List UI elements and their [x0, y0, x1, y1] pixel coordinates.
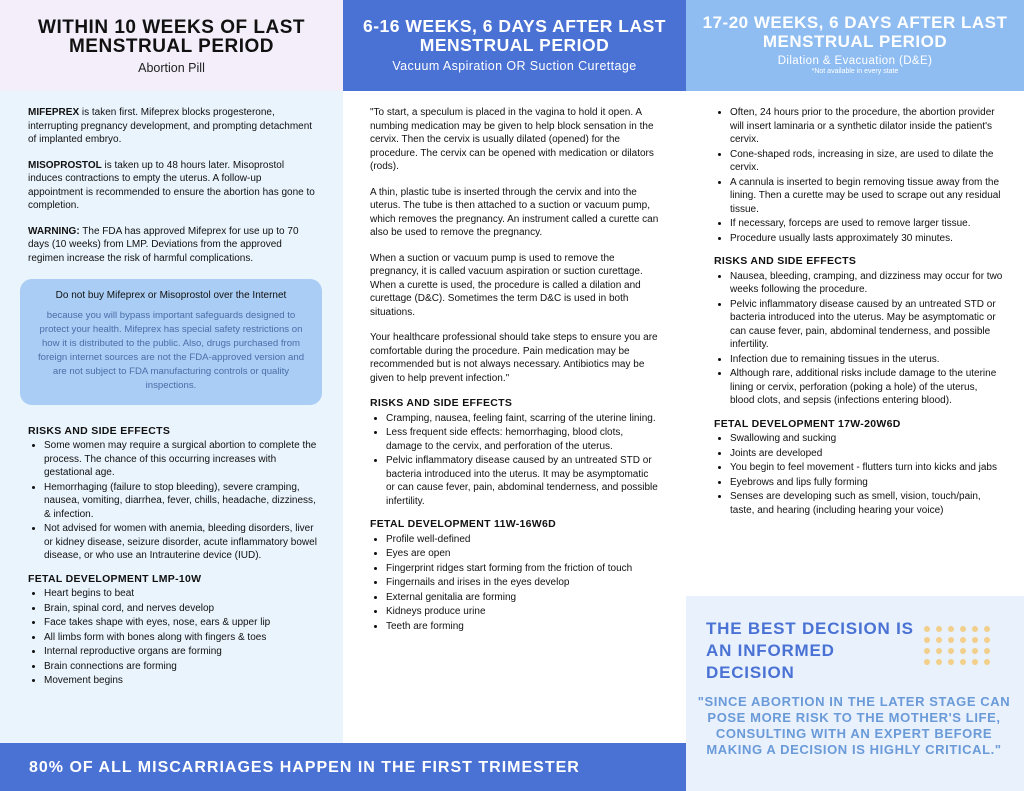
list-item: • All limbs form with bones along with fingers & toes	[44, 631, 317, 645]
list-item: • Infection due to remaining tissues in the uterus.	[730, 353, 1004, 367]
decorative-dot	[960, 659, 966, 665]
list-item: • A cannula is inserted to begin removing tissue away from the lining. Then a curette may be used to scrape out any residual tissue.	[730, 176, 1004, 217]
list-item: • You begin to feel movement - flutters turn into kicks and jabs	[730, 461, 1004, 475]
list-item: • Eyebrows and lips fully forming	[730, 476, 1004, 490]
fetal-list	[714, 432, 1004, 517]
list-item: • Internal reproductive organs are forming	[44, 645, 317, 659]
fetal-list	[28, 587, 317, 688]
list-item: • Teeth are forming	[386, 620, 660, 634]
paragraph: A thin, plastic tube is inserted through the cervix and into the uterus. The tube is then attached to a suction or vacuum pump, which removes the pregnancy. An instrument called a curette can also be used to remove the pregnancy.	[370, 186, 659, 238]
paragraph-warning	[28, 225, 317, 266]
decorative-dot	[960, 648, 966, 654]
list-item: • Eyes are open	[386, 547, 660, 561]
decorative-dot	[936, 637, 942, 643]
fetal-list	[370, 533, 660, 634]
column-subtitle: Vacuum Aspiration OR Suction Curettage	[392, 59, 637, 73]
list-item: • Pelvic inflammatory disease caused by an untreated STD or bacteria introduced into the uterus. It may be asymptomatic or can cause fever, pain, abdominal tenderness, and possible infertility.	[386, 454, 660, 508]
decorative-dot	[948, 637, 954, 643]
decorative-dot	[960, 626, 966, 632]
footer-banner: 80% OF ALL MISCARRIAGES HAPPEN IN THE FIRST TRIMESTER	[0, 743, 686, 791]
paragraph: When a suction or vacuum pump is used to remove the pregnancy, it is called vacuum aspiration or suction curettage. When a curette is used, the procedure is called a dilation and curettage (D&C). Sometimes the term D&C is used in both situations.	[370, 252, 643, 318]
decorative-dot	[936, 659, 942, 665]
list-item: • Joints are developed	[730, 447, 1004, 461]
decorative-dot	[972, 626, 978, 632]
decorative-dot	[984, 648, 990, 654]
decorative-dot	[972, 659, 978, 665]
list-item: • Procedure usually lasts approximately 30 minutes.	[730, 232, 1004, 246]
fetal-heading: FETAL DEVELOPMENT LMP-10W	[28, 572, 202, 585]
list-item: • Senses are developing such as smell, vision, touch/pain, taste, and hearing (including hearing your voice)	[730, 490, 1004, 517]
decorative-dot	[924, 648, 930, 654]
column-subtitle: Abortion Pill	[138, 61, 205, 75]
list-item: • Pelvic inflammatory disease caused by an untreated STD or bacteria introduced into the uterus. May be asymptomatic or can cause fever, pain, abdominal tenderness, and possible infertility.	[730, 298, 1004, 352]
decorative-dot	[972, 648, 978, 654]
list-item: • Often, 24 hours prior to the procedure, the abortion provider will insert laminaria or a synthetic dilator inside the patient's cervix.	[730, 106, 1004, 147]
list-item: • Fingerprint ridges start forming from the friction of touch	[386, 562, 660, 576]
decorative-dot-grid	[924, 626, 990, 665]
paragraph-text: The FDA has approved Mifeprex for use up to 70 days (10 weeks) from LMP. Deviations from the approved regimen increase the risk of harmful complications.	[28, 225, 299, 264]
decorative-dot	[984, 637, 990, 643]
term: MISOPROSTOL	[28, 159, 102, 171]
risks-heading: RISKS AND SIDE EFFECTS	[370, 397, 513, 409]
paragraph: Your healthcare professional should take steps to ensure you are comfortable during the procedure. Pain medication may be recommended but is not always necessary. Antibiotics may be given to help prevent infection."	[370, 332, 658, 384]
list-item: • Profile well-defined	[386, 533, 660, 547]
list-item: • Nausea, bleeding, cramping, and dizziness may occur for two weeks following the procedure.	[730, 270, 1004, 297]
column-body	[343, 106, 686, 643]
decorative-dot	[984, 626, 990, 632]
list-item: • Kidneys produce urine	[386, 605, 660, 619]
column-header	[343, 0, 686, 91]
paragraph-text: is taken up to 48 hours later. Misoprostol induces contractions to empty the uterus. A follow-up appointment is recommended to ensure the abortion has gone to completion.	[28, 159, 315, 211]
list-item: • Brain, spinal cord, and nerves develop	[44, 602, 317, 616]
availability-note: *Not available in every state	[811, 68, 899, 75]
column-header	[0, 0, 343, 91]
risks-heading: RISKS AND SIDE EFFECTS	[714, 255, 857, 267]
fetal-heading: FETAL DEVELOPMENT 17W-20W6D	[714, 417, 901, 430]
risks-list	[370, 412, 660, 509]
list-item: • Hemorrhaging (failure to stop bleeding), severe cramping, nausea, vomiting, diarrhea, fever, chills, headache, dizziness, & infection.	[44, 481, 317, 522]
column-title: WITHIN 10 WEEKS OF LAST MENSTRUAL PERIOD	[38, 17, 305, 57]
callout-body: because you will bypass important safeguards designed to protect your health. Mifeprex has special safety restrictions on how it is distributed to the public. Also, drugs purchased from foreign internet sources are not the FDA-approved version and are not subject to FDA manufacturing controls or quality inspections.	[37, 309, 305, 391]
list-item: • Although rare, additional risks include damage to the uterine lining or cervix, perforation (poking a hole) of the uterus, blood clots, and sepsis (infections entering blood).	[730, 367, 1004, 408]
column-body	[686, 106, 1024, 527]
paragraph-mifeprex	[28, 106, 317, 147]
decorative-dot	[924, 659, 930, 665]
list-item: • Face takes shape with eyes, nose, ears & upper lip	[44, 616, 317, 630]
list-item: • Cramping, nausea, feeling faint, scarring of the uterine lining.	[386, 412, 660, 426]
list-item: • Fingernails and irises in the eyes develop	[386, 576, 660, 590]
list-item: • External genitalia are forming	[386, 591, 660, 605]
decorative-dot	[936, 626, 942, 632]
list-item: • Brain connections are forming	[44, 660, 317, 674]
list-item: • Heart begins to beat	[44, 587, 317, 601]
list-item: • Some women may require a surgical abortion to complete the process. The chance of this occurring increases with gestational age.	[44, 439, 317, 480]
list-item: • If necessary, forceps are used to remove larger tissue.	[730, 217, 1004, 231]
column-subtitle: Dilation & Evacuation (D&E)	[777, 55, 933, 67]
decorative-dot	[960, 637, 966, 643]
column-vacuum-aspiration	[343, 0, 686, 791]
decorative-dot	[924, 637, 930, 643]
procedure-steps-list	[714, 106, 1004, 245]
risks-list	[714, 270, 1004, 408]
list-item: • Swallowing and sucking	[730, 432, 1004, 446]
quote-text: "SINCE ABORTION IN THE LATER STAGE CAN POSE MORE RISK TO THE MOTHER'S LIFE, CONSULTING WITH AN EXPERT BEFORE MAKING A DECISION IS HIGHLY CRITICAL."	[697, 694, 1011, 757]
column-title: 6-16 WEEKS, 6 DAYS AFTER LAST MENSTRUAL PERIOD	[363, 16, 666, 55]
list-item: • Movement begins	[44, 674, 317, 688]
column-title: 17-20 WEEKS, 6 DAYS AFTER LAST MENSTRUAL PERIOD	[702, 13, 1008, 51]
decorative-dot	[972, 637, 978, 643]
list-item: • Cone-shaped rods, increasing in size, are used to dilate the cervix.	[730, 148, 1004, 175]
paragraph-text: is taken first. Mifeprex blocks progesterone, interrupting pregnancy development, and prompting detachment of implanted embryo.	[28, 107, 313, 145]
decorative-dot	[936, 648, 942, 654]
list-item: • Less frequent side effects: hemorrhaging, blood clots, damage to the cervix, and perforation of the uterus.	[386, 426, 660, 453]
callout-title: Do not buy Mifeprex or Misoprostol over the Internet	[55, 290, 287, 301]
paragraph: "To start, a speculum is placed in the vagina to hold it open. A numbing medication may be given to help block sensation in the cervix. Then the cervix is usually dilated (opened) for the procedure. The cervix can be opened with medication or dilators (rods).	[370, 107, 654, 172]
decorative-dot	[984, 659, 990, 665]
term: WARNING:	[28, 225, 80, 237]
decorative-dot	[948, 659, 954, 665]
term: MIFEPREX	[28, 107, 80, 118]
decorative-dot	[948, 648, 954, 654]
best-decision-panel	[686, 596, 1024, 791]
fetal-heading: FETAL DEVELOPMENT 11W-16W6D	[370, 518, 557, 530]
column-body	[0, 106, 343, 698]
column-abortion-pill	[0, 0, 343, 791]
column-header	[686, 0, 1024, 91]
decorative-dot	[924, 626, 930, 632]
paragraph-misoprostol	[28, 159, 317, 213]
risks-list	[28, 439, 317, 563]
best-decision-heading: THE BEST DECISION IS AN INFORMED DECISION	[706, 619, 914, 682]
internet-warning-callout	[20, 279, 322, 405]
list-item: • Not advised for women with anemia, bleeding disorders, liver or kidney disease, seizure disorder, acute inflammatory bowel disease, or who use an Intrauterine device (IUD).	[44, 522, 317, 563]
decorative-dot	[948, 626, 954, 632]
risks-heading: RISKS AND SIDE EFFECTS	[28, 424, 171, 437]
